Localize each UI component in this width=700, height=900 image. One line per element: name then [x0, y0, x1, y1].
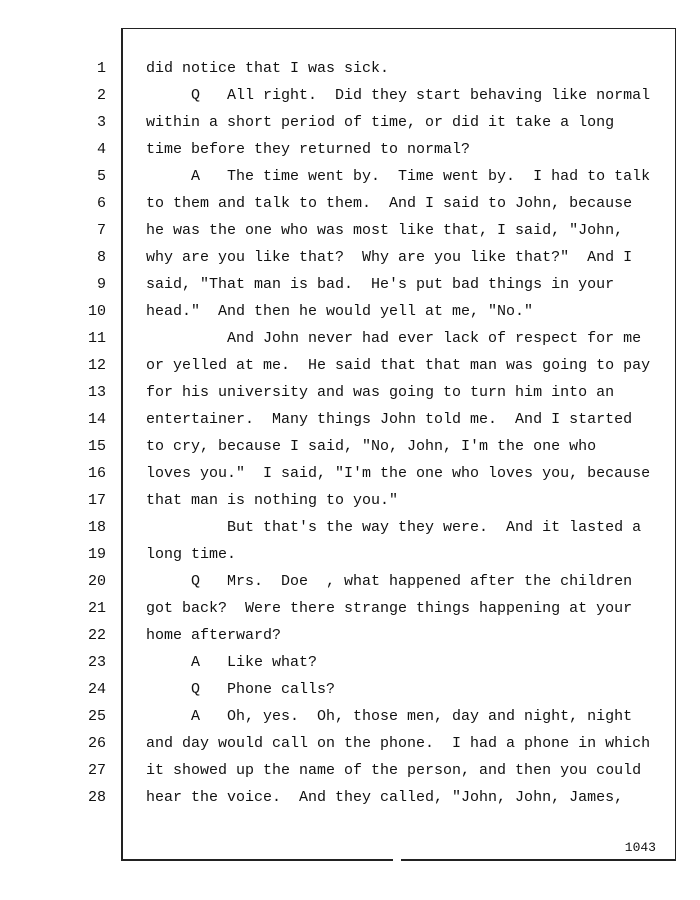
- line-number: 19: [87, 546, 106, 563]
- line-text: Q Phone calls?: [146, 681, 336, 698]
- line-text: loves you." I said, "I'm the one who loves you, because: [146, 465, 651, 482]
- line-number: 27: [87, 762, 106, 779]
- page-number: 1043: [624, 840, 656, 855]
- line-number: 25: [87, 708, 106, 725]
- line-number: 13: [87, 384, 106, 401]
- line-text: head." And then he would yell at me, "No.": [146, 303, 534, 320]
- line-text: to them and talk to them. And I said to John, because: [146, 195, 633, 212]
- bottom-rule-left: [121, 859, 393, 861]
- line-number: 7: [96, 222, 106, 239]
- line-text: But that's the way they were. And it lasted a: [146, 519, 642, 536]
- line-number: 14: [87, 411, 106, 428]
- line-number: 20: [87, 573, 106, 590]
- line-text: time before they returned to normal?: [146, 141, 471, 158]
- line-number: 12: [87, 357, 106, 374]
- line-number: 2: [96, 87, 106, 104]
- line-number: 22: [87, 627, 106, 644]
- line-text: within a short period of time, or did it take a long: [146, 114, 615, 131]
- line-number: 5: [96, 168, 106, 185]
- line-text: Q Mrs. Doe , what happened after the children: [146, 573, 633, 590]
- line-text: A Like what?: [146, 654, 318, 671]
- line-text: Q All right. Did they start behaving like normal: [146, 87, 651, 104]
- line-number: 8: [96, 249, 106, 266]
- line-text: did notice that I was sick.: [146, 60, 390, 77]
- line-number: 17: [87, 492, 106, 509]
- line-number: 24: [87, 681, 106, 698]
- line-text: that man is nothing to you.": [146, 492, 399, 509]
- line-number: 28: [87, 789, 106, 806]
- line-text: it showed up the name of the person, and then you could: [146, 762, 642, 779]
- line-number: 1: [96, 60, 106, 77]
- line-text: why are you like that? Why are you like that?" And I: [146, 249, 633, 266]
- line-number: 16: [87, 465, 106, 482]
- line-number: 6: [96, 195, 106, 212]
- line-number: 4: [96, 141, 106, 158]
- line-number: 23: [87, 654, 106, 671]
- line-text: home afterward?: [146, 627, 282, 644]
- line-text: and day would call on the phone. I had a phone in which: [146, 735, 651, 752]
- line-text: got back? Were there strange things happening at your: [146, 600, 633, 617]
- line-text: he was the one who was most like that, I said, "John,: [146, 222, 624, 239]
- line-number: 18: [87, 519, 106, 536]
- line-text: And John never had ever lack of respect for me: [146, 330, 642, 347]
- line-text: hear the voice. And they called, "John, John, James,: [146, 789, 624, 806]
- line-text: A Oh, yes. Oh, those men, day and night, night: [146, 708, 633, 725]
- line-number: 26: [87, 735, 106, 752]
- line-number: 10: [87, 303, 106, 320]
- line-text: long time.: [146, 546, 237, 563]
- line-number: 11: [87, 330, 106, 347]
- bottom-rule-right: [401, 859, 676, 861]
- line-text: for his university and was going to turn him into an: [146, 384, 615, 401]
- line-number: 3: [96, 114, 106, 131]
- line-text: to cry, because I said, "No, John, I'm the one who: [146, 438, 597, 455]
- line-text: A The time went by. Time went by. I had to talk: [146, 168, 651, 185]
- line-number: 15: [87, 438, 106, 455]
- line-text: said, "That man is bad. He's put bad things in your: [146, 276, 615, 293]
- line-text: entertainer. Many things John told me. And I started: [146, 411, 633, 428]
- line-text: or yelled at me. He said that that man was going to pay: [146, 357, 651, 374]
- line-number: 21: [87, 600, 106, 617]
- line-number: 9: [96, 276, 106, 293]
